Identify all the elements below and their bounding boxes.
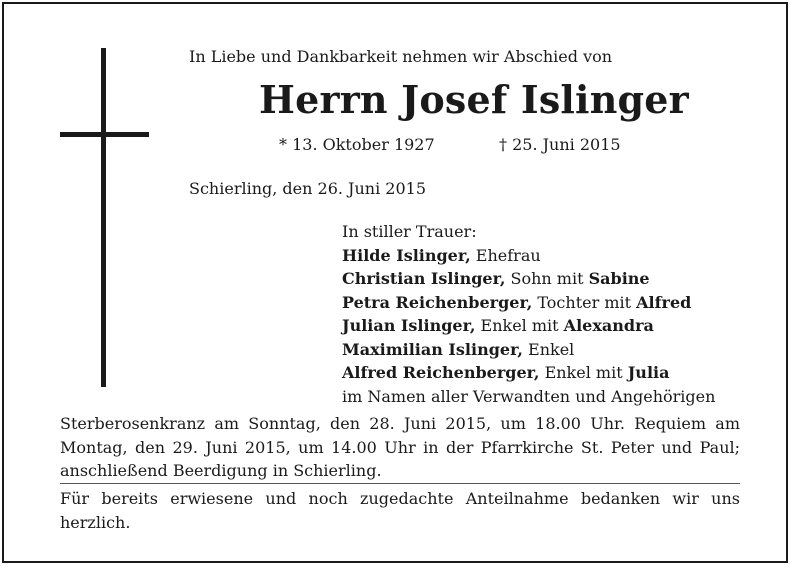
mourner-relation: Tochter mit (532, 292, 637, 312)
obituary-notice (2, 2, 788, 563)
funeral-details: Sterberosenkranz am Sonntag, den 28. Juni 2015, um 18.00 Uhr. Requiem am Montag, den 29. Juni 2015, um 14.00 Uhr in der Pfarrkirche St. Peter und Paul; anschließend Beerdigung in Schierling. (60, 414, 740, 480)
birth-date: * 13. Oktober 1927 (279, 135, 435, 154)
mourner-relation: Ehefrau (470, 245, 541, 265)
mourner-partner: Sabine (588, 269, 650, 288)
death-date: † 25. Juni 2015 (499, 135, 621, 154)
mourner-name: Julian Islinger, (342, 316, 476, 335)
mourners-block (342, 220, 715, 408)
mourner-partner: Alexandra (563, 316, 654, 335)
cross-icon-bar (60, 132, 149, 137)
mourner-entry (342, 267, 715, 291)
mourner-entry (342, 291, 715, 315)
mourner-entry (342, 244, 715, 268)
mourner-relation: Enkel (522, 339, 575, 359)
mourner-entry (342, 314, 715, 338)
mourner-name: Alfred Reichenberger, (342, 363, 540, 382)
deceased-name: Herrn Josef Islinger (259, 77, 689, 122)
mourner-relation: Enkel mit (475, 316, 564, 335)
mourner-partner: Alfred (636, 292, 692, 312)
mourner-relation: Enkel mit (539, 363, 628, 382)
place-date: Schierling, den 26. Juni 2015 (189, 179, 426, 198)
mourner-name: Maximilian Islinger, (342, 339, 523, 359)
mourner-entry (342, 361, 715, 385)
mourner-name: Christian Islinger, (342, 269, 506, 288)
mourning-heading: In stiller Trauer: (342, 222, 477, 241)
thanks-text: Für bereits erwiesene und noch zugedachte Anteilnahme bedanken wir uns herzlich. (60, 489, 740, 532)
mourning-closing: im Namen aller Verwandten und Angehörigen (342, 386, 716, 406)
mourner-entry (342, 338, 715, 362)
intro-text: In Liebe und Dankbarkeit nehmen wir Abschied von (189, 47, 613, 66)
mourner-partner: Julia (627, 363, 670, 382)
cross-icon (101, 48, 106, 387)
divider (60, 483, 740, 484)
mourner-name: Petra Reichenberger, (342, 292, 533, 312)
mourner-name: Hilde Islinger, (342, 245, 471, 265)
mourner-relation: Sohn mit (505, 269, 589, 288)
